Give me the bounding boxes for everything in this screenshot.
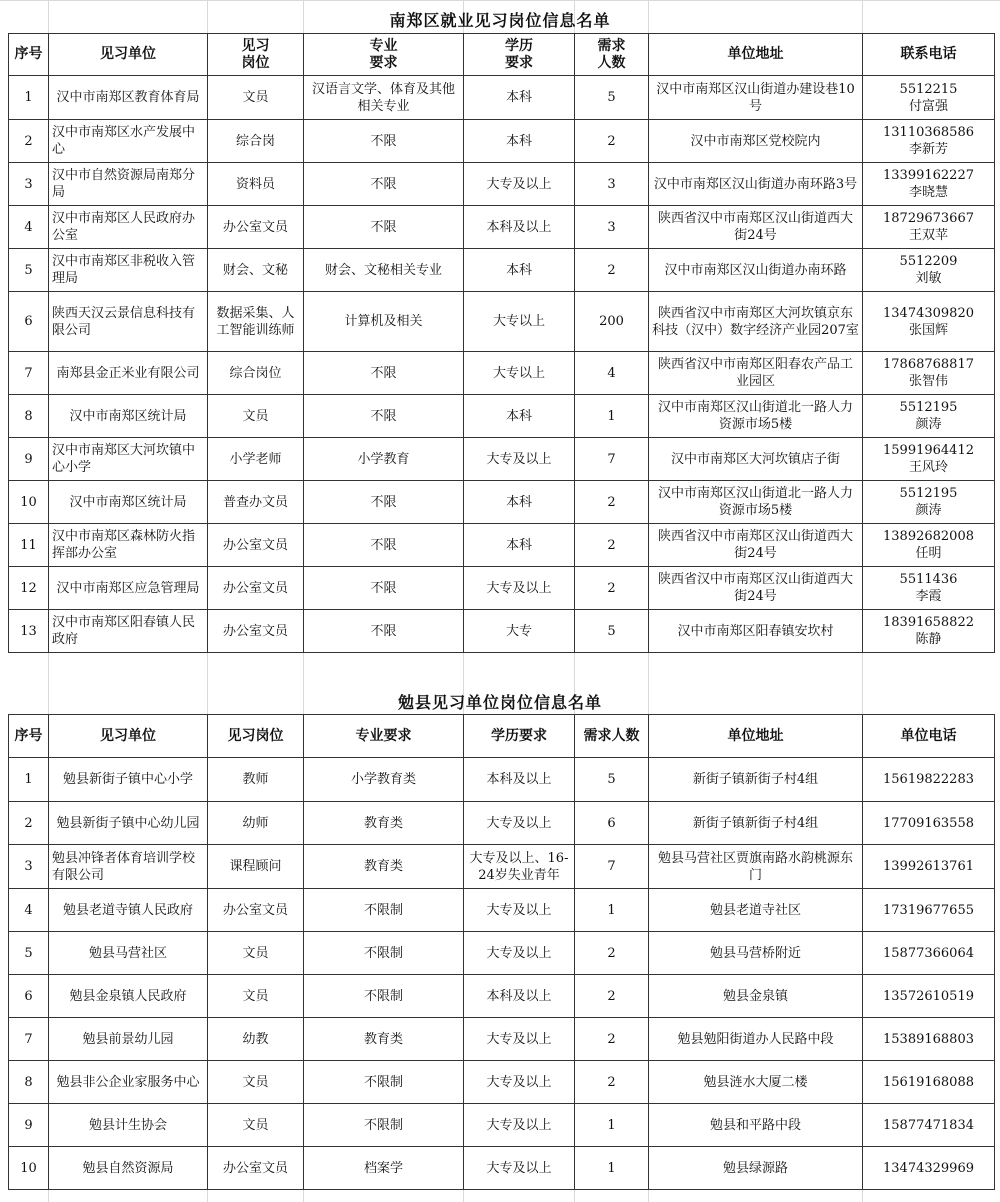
cell-seq: 4 — [9, 206, 49, 249]
header-seq: 序号 — [9, 34, 49, 76]
cell-unit: 汉中市南郑区人民政府办公室 — [49, 206, 208, 249]
cell-seq: 1 — [9, 758, 49, 802]
cell-major: 不限 — [304, 567, 464, 610]
cell-phone: 13399162227 李晓慧 — [863, 163, 995, 206]
cell-address: 陕西省汉中市南郑区汉山街道西大街24号 — [649, 524, 863, 567]
cell-education: 大专及以上 — [464, 1104, 575, 1147]
table-row — [9, 932, 995, 975]
cell-major: 教育类 — [304, 802, 464, 845]
cell-education: 大专及以上、16-24岁失业青年 — [464, 845, 575, 889]
cell-phone: 5512195 颜涛 — [863, 395, 995, 438]
cell-position: 文员 — [208, 1104, 304, 1147]
cell-seq: 5 — [9, 249, 49, 292]
cell-seq: 11 — [9, 524, 49, 567]
cell-phone: 13110368586 李新芳 — [863, 120, 995, 163]
cell-phone: 13992613761 — [863, 845, 995, 889]
cell-education: 本科及以上 — [464, 758, 575, 802]
cell-position: 文员 — [208, 395, 304, 438]
cell-address: 新街子镇新街子村4组 — [649, 758, 863, 802]
table1-header-row — [9, 34, 995, 76]
cell-position: 办公室文员 — [208, 610, 304, 653]
cell-major: 财会、文秘相关专业 — [304, 249, 464, 292]
cell-address: 陕西省汉中市南郑区汉山街道西大街24号 — [649, 206, 863, 249]
cell-headcount: 2 — [575, 1061, 649, 1104]
cell-unit: 勉县非公企业家服务中心 — [49, 1061, 208, 1104]
cell-headcount: 4 — [575, 352, 649, 395]
cell-headcount: 2 — [575, 481, 649, 524]
cell-seq: 10 — [9, 1147, 49, 1190]
cell-headcount: 1 — [575, 889, 649, 932]
cell-address: 汉中市南郑区大河坎镇店子街 — [649, 438, 863, 481]
cell-address: 汉中市南郑区汉山街道办南环路 — [649, 249, 863, 292]
table-row — [9, 1061, 995, 1104]
table1-nanzheng — [8, 33, 995, 653]
cell-headcount: 2 — [575, 932, 649, 975]
header-phone: 联系电话 — [863, 34, 995, 76]
cell-phone: 18391658822 陈静 — [863, 610, 995, 653]
cell-headcount: 2 — [575, 524, 649, 567]
cell-education: 大专及以上 — [464, 1018, 575, 1061]
cell-phone: 5512209 刘敏 — [863, 249, 995, 292]
cell-unit: 汉中市南郑区水产发展中心 — [49, 120, 208, 163]
cell-unit: 勉县冲锋者体育培训学校有限公司 — [49, 845, 208, 889]
cell-education: 大专 — [464, 610, 575, 653]
cell-seq: 8 — [9, 395, 49, 438]
header-unit: 见习单位 — [49, 34, 208, 76]
header-education: 学历要求 — [464, 715, 575, 758]
cell-position: 文员 — [208, 1061, 304, 1104]
cell-address: 勉县勉阳街道办人民路中段 — [649, 1018, 863, 1061]
cell-major: 不限 — [304, 163, 464, 206]
cell-headcount: 1 — [575, 1104, 649, 1147]
cell-unit: 汉中市南郑区非税收入管理局 — [49, 249, 208, 292]
cell-unit: 勉县前景幼儿园 — [49, 1018, 208, 1061]
cell-major: 不限制 — [304, 1061, 464, 1104]
table-row — [9, 758, 995, 802]
cell-major: 教育类 — [304, 1018, 464, 1061]
cell-phone: 13892682008 任明 — [863, 524, 995, 567]
table-row — [9, 163, 995, 206]
cell-education: 本科 — [464, 481, 575, 524]
cell-unit: 勉县计生协会 — [49, 1104, 208, 1147]
cell-unit: 汉中市南郑区统计局 — [49, 481, 208, 524]
cell-education: 本科及以上 — [464, 975, 575, 1018]
cell-phone: 15991964412 王风玲 — [863, 438, 995, 481]
cell-education: 大专及以上 — [464, 438, 575, 481]
header-address: 单位地址 — [649, 715, 863, 758]
table-row — [9, 1104, 995, 1147]
cell-seq: 3 — [9, 163, 49, 206]
cell-phone: 15619168088 — [863, 1061, 995, 1104]
cell-phone: 13474329969 — [863, 1147, 995, 1190]
cell-unit: 陕西天汉云景信息科技有限公司 — [49, 292, 208, 352]
cell-seq: 2 — [9, 802, 49, 845]
cell-education: 大专及以上 — [464, 802, 575, 845]
cell-education: 大专及以上 — [464, 1147, 575, 1190]
cell-major: 汉语言文学、体育及其他相关专业 — [304, 76, 464, 120]
cell-seq: 4 — [9, 889, 49, 932]
cell-position: 幼教 — [208, 1018, 304, 1061]
cell-headcount: 2 — [575, 567, 649, 610]
cell-education: 大专以上 — [464, 292, 575, 352]
cell-seq: 10 — [9, 481, 49, 524]
table-row — [9, 524, 995, 567]
cell-address: 陕西省汉中市南郑区阳春农产品工业园区 — [649, 352, 863, 395]
cell-position: 文员 — [208, 932, 304, 975]
table2-title: 勉县见习单位岗位信息名单 — [397, 693, 602, 712]
cell-headcount: 7 — [575, 438, 649, 481]
cell-position: 办公室文员 — [208, 1147, 304, 1190]
header-headcount: 需求人数 — [575, 715, 649, 758]
table-row — [9, 395, 995, 438]
cell-position: 综合岗 — [208, 120, 304, 163]
cell-seq: 12 — [9, 567, 49, 610]
cell-major: 不限制 — [304, 889, 464, 932]
cell-headcount: 200 — [575, 292, 649, 352]
cell-address: 勉县马营社区贾旗南路水韵桃源东门 — [649, 845, 863, 889]
table-row — [9, 481, 995, 524]
cell-position: 办公室文员 — [208, 524, 304, 567]
cell-phone: 15389168803 — [863, 1018, 995, 1061]
cell-education: 本科 — [464, 249, 575, 292]
cell-headcount: 2 — [575, 120, 649, 163]
cell-position: 财会、文秘 — [208, 249, 304, 292]
cell-address: 勉县老道寺社区 — [649, 889, 863, 932]
cell-seq: 7 — [9, 352, 49, 395]
cell-seq: 13 — [9, 610, 49, 653]
cell-major: 教育类 — [304, 845, 464, 889]
cell-position: 普查办文员 — [208, 481, 304, 524]
cell-phone: 5512195 颜涛 — [863, 481, 995, 524]
cell-education: 大专及以上 — [464, 932, 575, 975]
cell-education: 本科 — [464, 395, 575, 438]
cell-unit: 汉中市南郑区教育体育局 — [49, 76, 208, 120]
header-education: 学历 要求 — [464, 34, 575, 76]
cell-major: 不限 — [304, 120, 464, 163]
cell-headcount: 5 — [575, 76, 649, 120]
cell-position: 课程顾问 — [208, 845, 304, 889]
header-position: 见习岗位 — [208, 715, 304, 758]
cell-seq: 5 — [9, 932, 49, 975]
cell-unit: 汉中市南郑区森林防火指挥部办公室 — [49, 524, 208, 567]
cell-major: 不限制 — [304, 975, 464, 1018]
cell-phone: 5512215 付富强 — [863, 76, 995, 120]
table-row — [9, 610, 995, 653]
cell-headcount: 5 — [575, 758, 649, 802]
cell-address: 汉中市南郑区汉山街道办建设巷10号 — [649, 76, 863, 120]
table2-mianxian — [8, 714, 995, 1190]
table-row — [9, 889, 995, 932]
cell-seq: 9 — [9, 438, 49, 481]
header-major: 专业要求 — [304, 715, 464, 758]
table-row — [9, 206, 995, 249]
cell-phone: 13474309820 张国辉 — [863, 292, 995, 352]
header-headcount: 需求 人数 — [575, 34, 649, 76]
cell-position: 文员 — [208, 975, 304, 1018]
cell-major: 不限 — [304, 524, 464, 567]
cell-phone: 5511436 李霞 — [863, 567, 995, 610]
table1-title: 南郑区就业见习岗位信息名单 — [389, 11, 611, 30]
sheet-gridline — [0, 0, 1000, 1]
cell-major: 不限 — [304, 206, 464, 249]
cell-phone: 18729673667 王双苹 — [863, 206, 995, 249]
cell-address: 勉县和平路中段 — [649, 1104, 863, 1147]
cell-address: 汉中市南郑区汉山街道北一路人力资源市场5楼 — [649, 481, 863, 524]
cell-unit: 勉县新街子镇中心小学 — [49, 758, 208, 802]
cell-position: 办公室文员 — [208, 889, 304, 932]
cell-address: 陕西省汉中市南郑区汉山街道西大街24号 — [649, 567, 863, 610]
cell-address: 勉县金泉镇 — [649, 975, 863, 1018]
cell-education: 本科 — [464, 524, 575, 567]
cell-education: 大专及以上 — [464, 567, 575, 610]
cell-phone: 13572610519 — [863, 975, 995, 1018]
cell-position: 幼师 — [208, 802, 304, 845]
cell-unit: 勉县新街子镇中心幼儿园 — [49, 802, 208, 845]
cell-address: 汉中市南郑区汉山街道办南环路3号 — [649, 163, 863, 206]
cell-headcount: 1 — [575, 1147, 649, 1190]
cell-phone: 17868768817 张智伟 — [863, 352, 995, 395]
table-row — [9, 975, 995, 1018]
cell-seq: 6 — [9, 292, 49, 352]
table-row — [9, 76, 995, 120]
cell-seq: 6 — [9, 975, 49, 1018]
cell-address: 勉县涟水大厦二楼 — [649, 1061, 863, 1104]
table-row — [9, 352, 995, 395]
cell-education: 本科及以上 — [464, 206, 575, 249]
cell-headcount: 2 — [575, 975, 649, 1018]
table-row — [9, 438, 995, 481]
cell-headcount: 2 — [575, 249, 649, 292]
cell-unit: 汉中市南郑区阳春镇人民政府 — [49, 610, 208, 653]
cell-education: 本科 — [464, 120, 575, 163]
cell-education: 大专及以上 — [464, 889, 575, 932]
cell-major: 档案学 — [304, 1147, 464, 1190]
cell-headcount: 7 — [575, 845, 649, 889]
table-row — [9, 292, 995, 352]
cell-position: 办公室文员 — [208, 567, 304, 610]
cell-major: 小学教育 — [304, 438, 464, 481]
cell-major: 不限 — [304, 395, 464, 438]
cell-unit: 汉中市南郑区大河坎镇中心小学 — [49, 438, 208, 481]
cell-phone: 15877366064 — [863, 932, 995, 975]
cell-education: 大专以上 — [464, 352, 575, 395]
cell-address: 陕西省汉中市南郑区大河坎镇京东科技（汉中）数字经济产业园207室 — [649, 292, 863, 352]
header-seq: 序号 — [9, 715, 49, 758]
cell-unit: 汉中市南郑区统计局 — [49, 395, 208, 438]
cell-education: 本科 — [464, 76, 575, 120]
cell-major: 计算机及相关 — [304, 292, 464, 352]
cell-position: 综合岗位 — [208, 352, 304, 395]
cell-phone: 17319677655 — [863, 889, 995, 932]
cell-seq: 9 — [9, 1104, 49, 1147]
cell-unit: 汉中市自然资源局南郑分局 — [49, 163, 208, 206]
cell-phone: 15619822283 — [863, 758, 995, 802]
table-row — [9, 1018, 995, 1061]
table-row — [9, 845, 995, 889]
header-address: 单位地址 — [649, 34, 863, 76]
cell-major: 不限 — [304, 610, 464, 653]
cell-education: 大专及以上 — [464, 163, 575, 206]
header-major: 专业 要求 — [304, 34, 464, 76]
cell-major: 不限 — [304, 352, 464, 395]
cell-position: 文员 — [208, 76, 304, 120]
table-row — [9, 249, 995, 292]
cell-seq: 3 — [9, 845, 49, 889]
cell-unit: 勉县老道寺镇人民政府 — [49, 889, 208, 932]
cell-address: 汉中市南郑区党校院内 — [649, 120, 863, 163]
cell-seq: 1 — [9, 76, 49, 120]
cell-headcount: 6 — [575, 802, 649, 845]
cell-unit: 勉县马营社区 — [49, 932, 208, 975]
cell-phone: 17709163558 — [863, 802, 995, 845]
cell-education: 大专及以上 — [464, 1061, 575, 1104]
cell-position: 教师 — [208, 758, 304, 802]
cell-unit: 南郑县金正米业有限公司 — [49, 352, 208, 395]
cell-position: 数据采集、人工智能训练师 — [208, 292, 304, 352]
cell-seq: 2 — [9, 120, 49, 163]
cell-position: 小学老师 — [208, 438, 304, 481]
table2-header-row — [9, 715, 995, 758]
cell-major: 不限制 — [304, 1104, 464, 1147]
cell-headcount: 5 — [575, 610, 649, 653]
cell-headcount: 2 — [575, 1018, 649, 1061]
cell-phone: 15877471834 — [863, 1104, 995, 1147]
cell-seq: 8 — [9, 1061, 49, 1104]
cell-headcount: 1 — [575, 395, 649, 438]
cell-unit: 勉县自然资源局 — [49, 1147, 208, 1190]
cell-major: 不限制 — [304, 932, 464, 975]
header-unit: 见习单位 — [49, 715, 208, 758]
cell-address: 勉县马营桥附近 — [649, 932, 863, 975]
cell-address: 汉中市南郑区汉山街道北一路人力资源市场5楼 — [649, 395, 863, 438]
cell-major: 不限 — [304, 481, 464, 524]
header-position: 见习 岗位 — [208, 34, 304, 76]
table-row — [9, 567, 995, 610]
cell-address: 新街子镇新街子村4组 — [649, 802, 863, 845]
cell-unit: 勉县金泉镇人民政府 — [49, 975, 208, 1018]
table-row — [9, 802, 995, 845]
table-row — [9, 120, 995, 163]
cell-unit: 汉中市南郑区应急管理局 — [49, 567, 208, 610]
cell-headcount: 3 — [575, 163, 649, 206]
cell-address: 汉中市南郑区阳春镇安坎村 — [649, 610, 863, 653]
cell-seq: 7 — [9, 1018, 49, 1061]
cell-position: 办公室文员 — [208, 206, 304, 249]
cell-major: 小学教育类 — [304, 758, 464, 802]
header-phone: 单位电话 — [863, 715, 995, 758]
cell-address: 勉县绿源路 — [649, 1147, 863, 1190]
cell-position: 资料员 — [208, 163, 304, 206]
cell-headcount: 3 — [575, 206, 649, 249]
table-row — [9, 1147, 995, 1190]
